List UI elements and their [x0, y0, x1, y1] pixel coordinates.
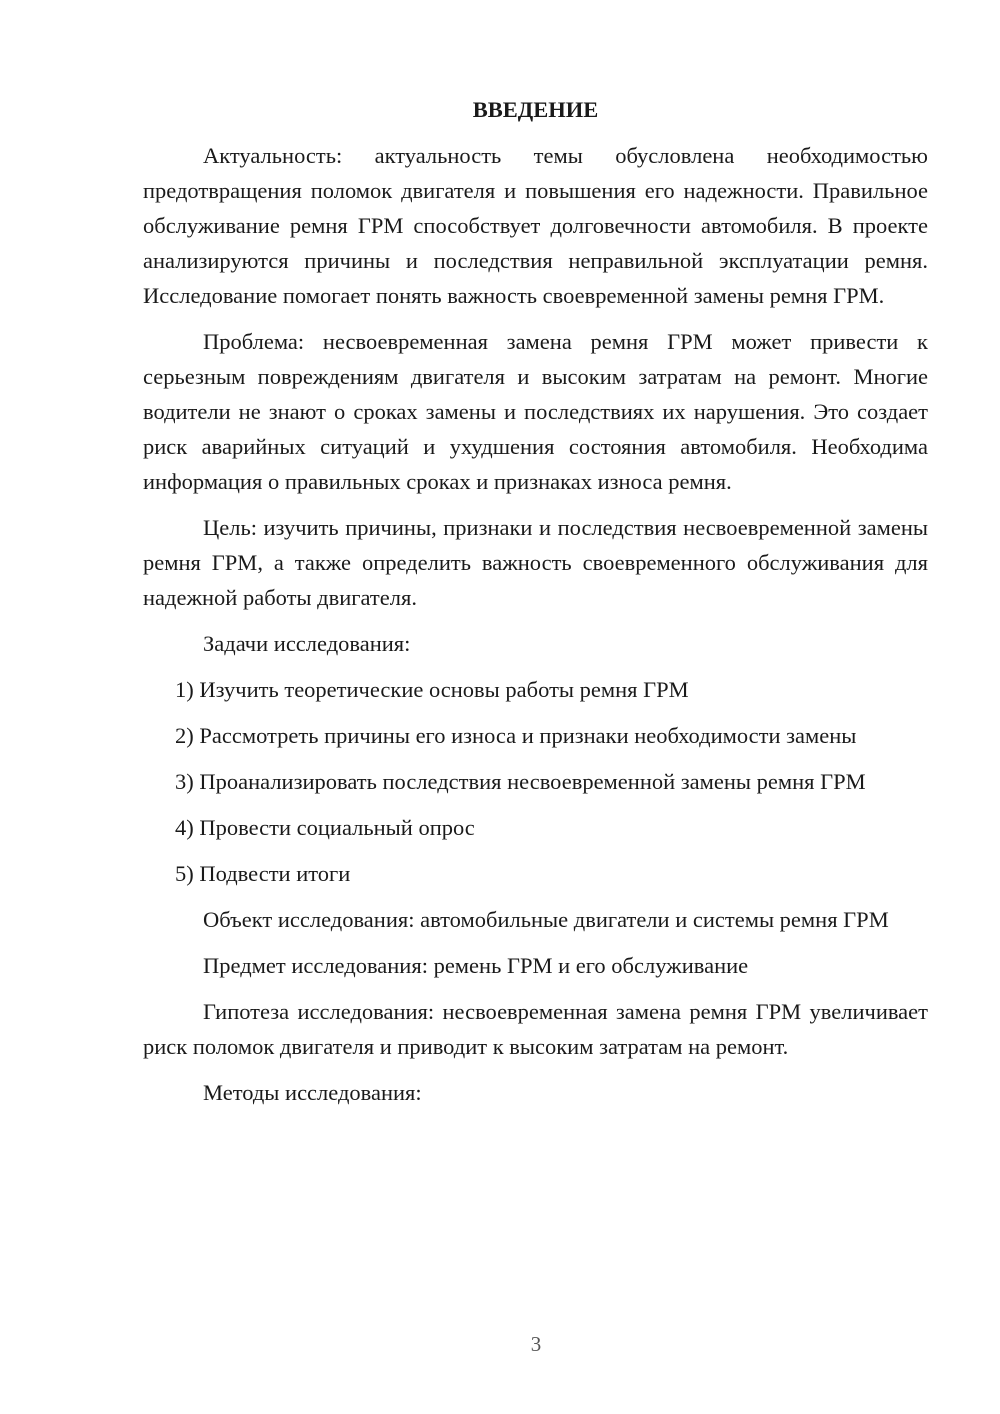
task-item: 4) Провести социальный опрос [175, 815, 475, 840]
task-item: 3) Проанализировать последствия несвоевременной замены ремня ГРМ [175, 769, 866, 794]
task-item: 1) Изучить теоретические основы работы ремня ГРМ [175, 677, 689, 702]
hypothesis-paragraph: Гипотеза исследования: несвоевременная замена ремня ГРМ увеличивает риск поломок двигателя и приводит к высоким затратам на ремонт. [143, 999, 928, 1059]
page-number: 3 [530, 1332, 542, 1356]
task-item: 5) Подвести итоги [175, 861, 351, 886]
relevance-paragraph: Актуальность: актуальность темы обусловлена необходимостью предотвращения поломок двигателя и повышения его надежности. Правильное обслуживание ремня ГРМ способствует долговечности автомобиля. В проекте анализируются причины и последствия неправильной эксплуатации ремня. Исследование помогает понять важность своевременной замены ремня ГРМ. [143, 143, 928, 308]
object-paragraph: Объект исследования: автомобильные двигатели и системы ремня ГРМ [203, 907, 889, 932]
task-item: 2) Рассмотреть причины его износа и признаки необходимости замены [175, 723, 857, 748]
section-title: ВВЕДЕНИЕ [472, 97, 599, 122]
tasks-heading: Задачи исследования: [203, 631, 411, 656]
methods-heading: Методы исследования: [203, 1080, 422, 1105]
goal-paragraph: Цель: изучить причины, признаки и последствия несвоевременной замены ремня ГРМ, а также определить важность своевременного обслуживания для надежной работы двигателя. [143, 515, 928, 610]
problem-paragraph: Проблема: несвоевременная замена ремня ГРМ может привести к серьезным повреждениям двигателя и высоким затратам на ремонт. Многие водители не знают о сроках замены и последствиях их нарушения. Это создает риск аварийных ситуаций и ухудшения состояния автомобиля. Необходима информация о правильных сроках и признаках износа ремня. [143, 329, 928, 494]
page-content [143, 92, 928, 1121]
subject-paragraph: Предмет исследования: ремень ГРМ и его обслуживание [203, 953, 749, 978]
